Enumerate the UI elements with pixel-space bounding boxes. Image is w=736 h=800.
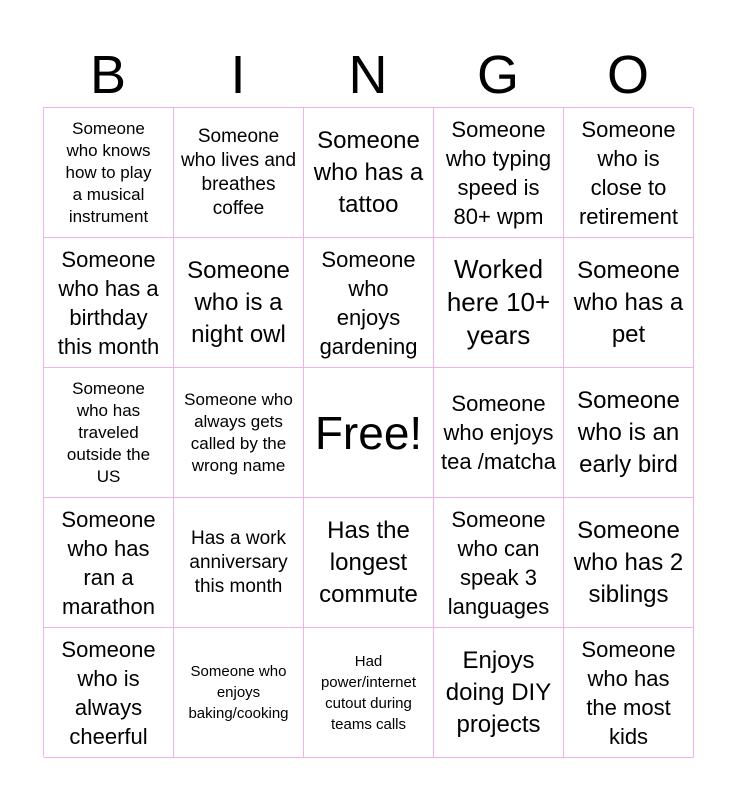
bingo-header [43, 42, 693, 108]
bingo-cell[interactable] [434, 238, 564, 368]
bingo-cell[interactable] [304, 108, 434, 238]
cell-text: Someone who always gets called by the wrong name [184, 389, 293, 475]
bingo-cell[interactable] [44, 108, 174, 238]
bingo-cell[interactable] [564, 498, 694, 628]
cell-text: Someone who is a night owl [187, 256, 290, 348]
cell-text: Someone who enjoys baking/cooking [188, 663, 289, 722]
bingo-cell[interactable] [44, 368, 174, 498]
cell-text: Someone who enjoys gardening [319, 246, 418, 359]
header-letter-o: O [606, 45, 649, 105]
cell-text: Someone who has a birthday this month [57, 246, 160, 359]
bingo-cell[interactable] [434, 498, 564, 628]
cell-text: Someone who enjoys tea /matcha [441, 391, 556, 474]
cell-text: Someone who is always cheerful [61, 636, 156, 749]
header-letter-i: I [230, 45, 246, 105]
bingo-cell[interactable] [174, 108, 304, 238]
bingo-cell[interactable] [564, 238, 694, 368]
cell-text: Someone who has traveled outside the US [66, 378, 151, 486]
bingo-cell[interactable] [564, 628, 694, 758]
bingo-board [43, 107, 693, 757]
bingo-cell[interactable] [174, 368, 304, 498]
bingo-cell[interactable] [564, 108, 694, 238]
cell-text: Someone who has a pet [573, 256, 684, 348]
cell-text: Someone who typing speed is 80+ wpm [445, 116, 552, 229]
header-letter-g: G [476, 45, 519, 105]
cell-text: Someone who is an early bird [577, 386, 680, 478]
bingo-cell[interactable] [44, 628, 174, 758]
bingo-cell[interactable] [174, 498, 304, 628]
bingo-cell[interactable] [434, 628, 564, 758]
header-letter-b: B [89, 45, 127, 105]
bingo-cell[interactable] [304, 238, 434, 368]
bingo-cell[interactable] [434, 108, 564, 238]
cell-text: Someone who knows how to play a musical instrument [65, 118, 152, 226]
free-space-text: Free! [314, 406, 423, 459]
bingo-cell[interactable] [434, 368, 564, 498]
cell-text: Worked here 10+ years [446, 254, 551, 350]
cell-text: Someone who can speak 3 languages [447, 506, 550, 619]
cell-text: Someone who has 2 siblings [573, 516, 684, 608]
bingo-cell[interactable] [304, 628, 434, 758]
cell-text: Has a work anniversary this month [189, 527, 288, 597]
cell-text: Someone who has a tattoo [313, 126, 424, 218]
cell-text: Enjoys doing DIY projects [445, 646, 552, 738]
cell-text: Has the longest commute [319, 516, 418, 608]
bingo-cell[interactable] [44, 498, 174, 628]
cell-text: Someone who has the most kids [581, 636, 676, 749]
bingo-cell[interactable] [564, 368, 694, 498]
cell-text: Had power/internet cutout during teams calls [320, 652, 417, 733]
bingo-cell[interactable] [304, 498, 434, 628]
bingo-cell[interactable] [174, 238, 304, 368]
cell-text: Someone who is close to retirement [578, 116, 679, 229]
cell-text: Someone who has ran a marathon [61, 506, 156, 619]
free-space[interactable] [304, 368, 434, 498]
cell-text: Someone who lives and breathes coffee [180, 125, 297, 219]
bingo-cell[interactable] [174, 628, 304, 758]
header-letter-n: N [348, 45, 388, 105]
bingo-cell[interactable] [44, 238, 174, 368]
